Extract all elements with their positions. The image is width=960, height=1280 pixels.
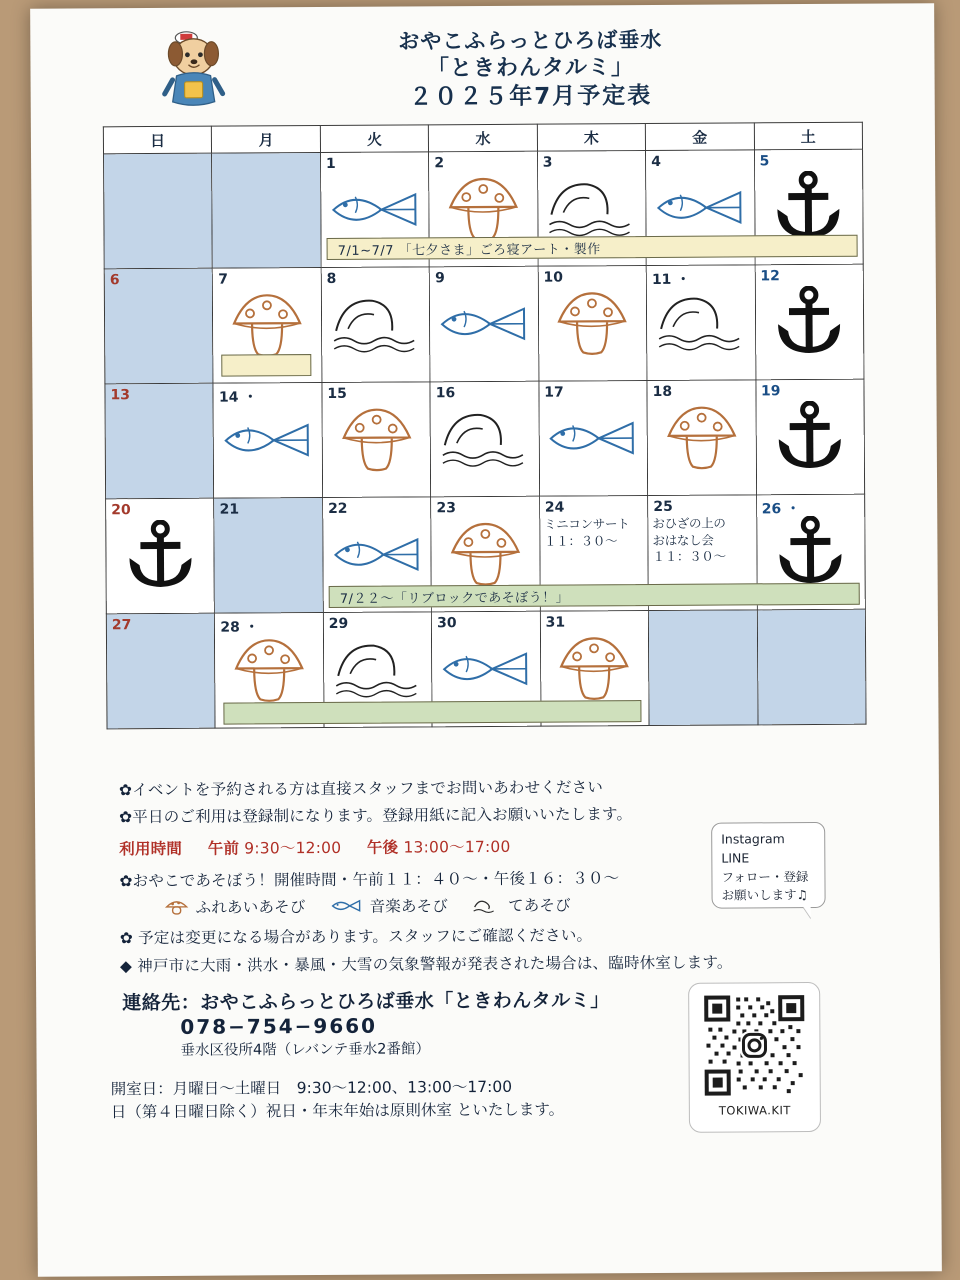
note-weather-closure: ◆ 神戸市に大雨・洪水・暴風・大雪の気象警報が発表された場合は、臨時休室します。 — [119, 953, 733, 976]
day-number: 21 — [219, 501, 240, 518]
calendar-day-cell — [106, 613, 215, 729]
title-line-3: ２０２５年7月予定表 — [409, 83, 653, 111]
day-number: 9 — [435, 270, 445, 287]
calendar-day-cell — [538, 266, 647, 382]
title-line-2: 「ときわんタルミ」 — [426, 54, 635, 82]
calendar-empty-cell — [648, 610, 757, 726]
dog-mascot-icon — [150, 30, 236, 109]
qr-label: TOKIWA.KIT — [718, 1103, 791, 1118]
day-number: 4 — [651, 153, 661, 170]
wave-icon — [322, 287, 430, 362]
closed-days: 日（第４日曜日除く）祝日・年末年始は原則休室 といたします。 — [110, 1100, 565, 1122]
weekday-header-sun: 日 — [103, 126, 212, 154]
anchor-icon — [755, 285, 863, 360]
fish-icon — [323, 517, 431, 592]
legend-label-ongaku: 音楽あそび — [369, 897, 449, 916]
weekday-header-wed: 水 — [429, 124, 538, 152]
wave-icon — [538, 171, 646, 246]
fish-icon — [430, 287, 538, 362]
fish-icon — [214, 403, 322, 478]
callout-request: お願いします♫ — [721, 887, 808, 903]
calendar-week-row — [105, 379, 865, 499]
calendar-empty-cell — [757, 609, 866, 725]
hours-am-value: 9:30〜12:00 — [244, 838, 342, 858]
fish-icon — [321, 172, 429, 247]
header — [30, 3, 935, 121]
callout-instagram: Instagram — [721, 831, 785, 847]
day-number: 29 — [328, 615, 349, 632]
mushroom-icon — [432, 517, 540, 592]
wave-icon — [324, 632, 432, 707]
wave-icon — [431, 402, 539, 477]
note-playtime: ✿おやこであそぼう！開催時間・午前１１：４０〜・午後１６：３０〜 — [119, 869, 620, 891]
anchor-icon — [755, 170, 863, 245]
day-number: 11 ・ — [651, 271, 691, 288]
hours-pm-label: 午後 — [366, 838, 399, 857]
callout-line: LINE — [721, 850, 750, 866]
calendar-week-row — [104, 264, 864, 384]
legend-label-teasobi: てあそび — [507, 896, 571, 915]
contact-phone[interactable]: 078−754−9660 — [180, 1013, 378, 1039]
anchor-icon — [756, 400, 864, 475]
open-days: 開室日：月曜日〜土曜日 9:30〜12:00、13:00〜17:00 — [110, 1077, 513, 1099]
day-number: 10 — [543, 269, 564, 286]
day-number: 30 — [437, 615, 457, 632]
day-number: 18 — [652, 383, 673, 400]
contact-address: 垂水区役所4階（レバンテ垂水2番館） — [180, 1041, 430, 1059]
fish-icon — [329, 897, 363, 915]
day-number: 26 ・ — [761, 501, 801, 518]
page-title — [300, 26, 761, 113]
hours-label: 利用時間 — [119, 839, 183, 859]
day-number: 24 — [544, 499, 565, 516]
calendar-day-cell — [322, 382, 431, 498]
day-number: 15 — [327, 385, 347, 402]
calendar-empty-cell — [104, 153, 213, 269]
mushroom-icon — [213, 288, 321, 363]
weekday-header-fri: 金 — [645, 123, 754, 151]
day-number: 7 — [218, 271, 229, 288]
day-number: 3 — [542, 154, 553, 171]
day-number: 14 ・ — [218, 389, 258, 406]
day-number: 25 — [653, 498, 673, 515]
calendar-event-banner: 7/1~7/7 「七夕さま」ごろ寝アート・製作 — [327, 235, 858, 260]
weekday-header-tue: 火 — [320, 125, 429, 153]
qr-code-box[interactable] — [688, 982, 821, 1133]
calendar-day-cell — [106, 498, 215, 614]
day-number: 5 — [759, 153, 770, 170]
day-number: 13 — [110, 387, 131, 404]
calendar-day-cell — [104, 268, 213, 384]
qr-code-icon[interactable] — [702, 993, 807, 1098]
fish-icon — [432, 632, 540, 707]
day-event-text: おひざの上の おはなし会 １１：３０〜 — [652, 515, 726, 564]
weekday-header-mon: 月 — [212, 126, 321, 154]
day-number: 19 — [760, 383, 781, 400]
contact-block — [122, 985, 610, 1060]
calendar-event-banner — [221, 354, 312, 377]
mushroom-icon — [541, 631, 649, 706]
calendar-day-cell — [755, 264, 864, 380]
anchor-icon — [757, 515, 865, 590]
calendar-day-cell — [213, 382, 322, 498]
day-event-text: ミニコンサート １１：３０〜 — [543, 516, 630, 549]
note-schedule-change: ✿ 予定は変更になる場合があります。スタッフにご確認ください。 — [119, 926, 593, 948]
calendar-day-cell — [321, 267, 430, 383]
legend-label-fureai: ふれあいあそび — [195, 898, 306, 917]
mushroom-icon — [648, 400, 756, 475]
title-line-1: おやこふらっとひろば垂水 — [398, 27, 663, 54]
note-registration: ✿平日のご利用は登録制になります。登録用紙に記入お願いいたします。 — [119, 805, 633, 827]
flyer-sheet — [30, 3, 942, 1276]
calendar-day-cell — [755, 379, 864, 495]
calendar-day-cell — [647, 380, 756, 496]
fish-icon — [646, 170, 754, 245]
calendar-day-cell — [429, 266, 538, 382]
day-number: 1 — [325, 155, 336, 172]
day-number: 20 — [111, 502, 131, 519]
calendar-event-banner — [223, 700, 641, 725]
day-number: 2 — [434, 155, 445, 172]
callout-follow: フォロー・登録 — [721, 868, 809, 885]
hours-am-label: 午前 — [207, 839, 240, 858]
notes-block — [119, 774, 740, 981]
contact-label: 連絡先：おやこふらっとひろば垂水「ときわんタルミ」 — [122, 989, 610, 1015]
play-icon-legend — [164, 892, 740, 918]
note-reservation: ✿イベントを予約される方は直接スタッフまでお問いあわせください — [118, 778, 604, 800]
sns-callout — [711, 822, 826, 909]
fish-icon — [539, 401, 647, 476]
hours-pm-value: 13:00〜17:00 — [403, 837, 511, 857]
mushroom-icon — [429, 172, 537, 247]
day-number: 8 — [326, 270, 337, 287]
day-number: 27 — [111, 617, 132, 634]
mushroom-icon — [322, 402, 430, 477]
day-number: 12 — [760, 268, 780, 285]
wave-icon — [647, 285, 755, 360]
mushroom-icon — [164, 898, 190, 916]
day-number: 28 ・ — [220, 619, 259, 636]
calendar-event-banner: 7/２２〜「リブロックであそぼう！」 — [329, 583, 860, 608]
hours-line — [119, 833, 739, 859]
calendar-table — [103, 122, 867, 730]
calendar-day-cell — [646, 265, 755, 381]
anchor-icon — [106, 519, 214, 594]
calendar-day-cell — [430, 381, 539, 497]
calendar-day-cell — [105, 383, 214, 499]
day-number: 22 — [327, 500, 348, 517]
mushroom-icon — [215, 633, 323, 708]
mushroom-icon — [539, 286, 647, 361]
day-number: 16 — [435, 385, 456, 402]
day-number: 6 — [109, 272, 120, 289]
calendar-day-cell — [214, 497, 323, 613]
calendar-empty-cell — [212, 153, 321, 269]
day-number: 31 — [545, 614, 566, 631]
wave-icon — [472, 896, 502, 914]
day-number: 23 — [436, 500, 456, 517]
open-info-block — [111, 1076, 564, 1125]
day-number: 17 — [544, 384, 564, 401]
weekday-header-sat: 土 — [754, 122, 863, 150]
weekday-header-thu: 木 — [537, 124, 646, 152]
calendar-day-cell — [539, 381, 648, 497]
